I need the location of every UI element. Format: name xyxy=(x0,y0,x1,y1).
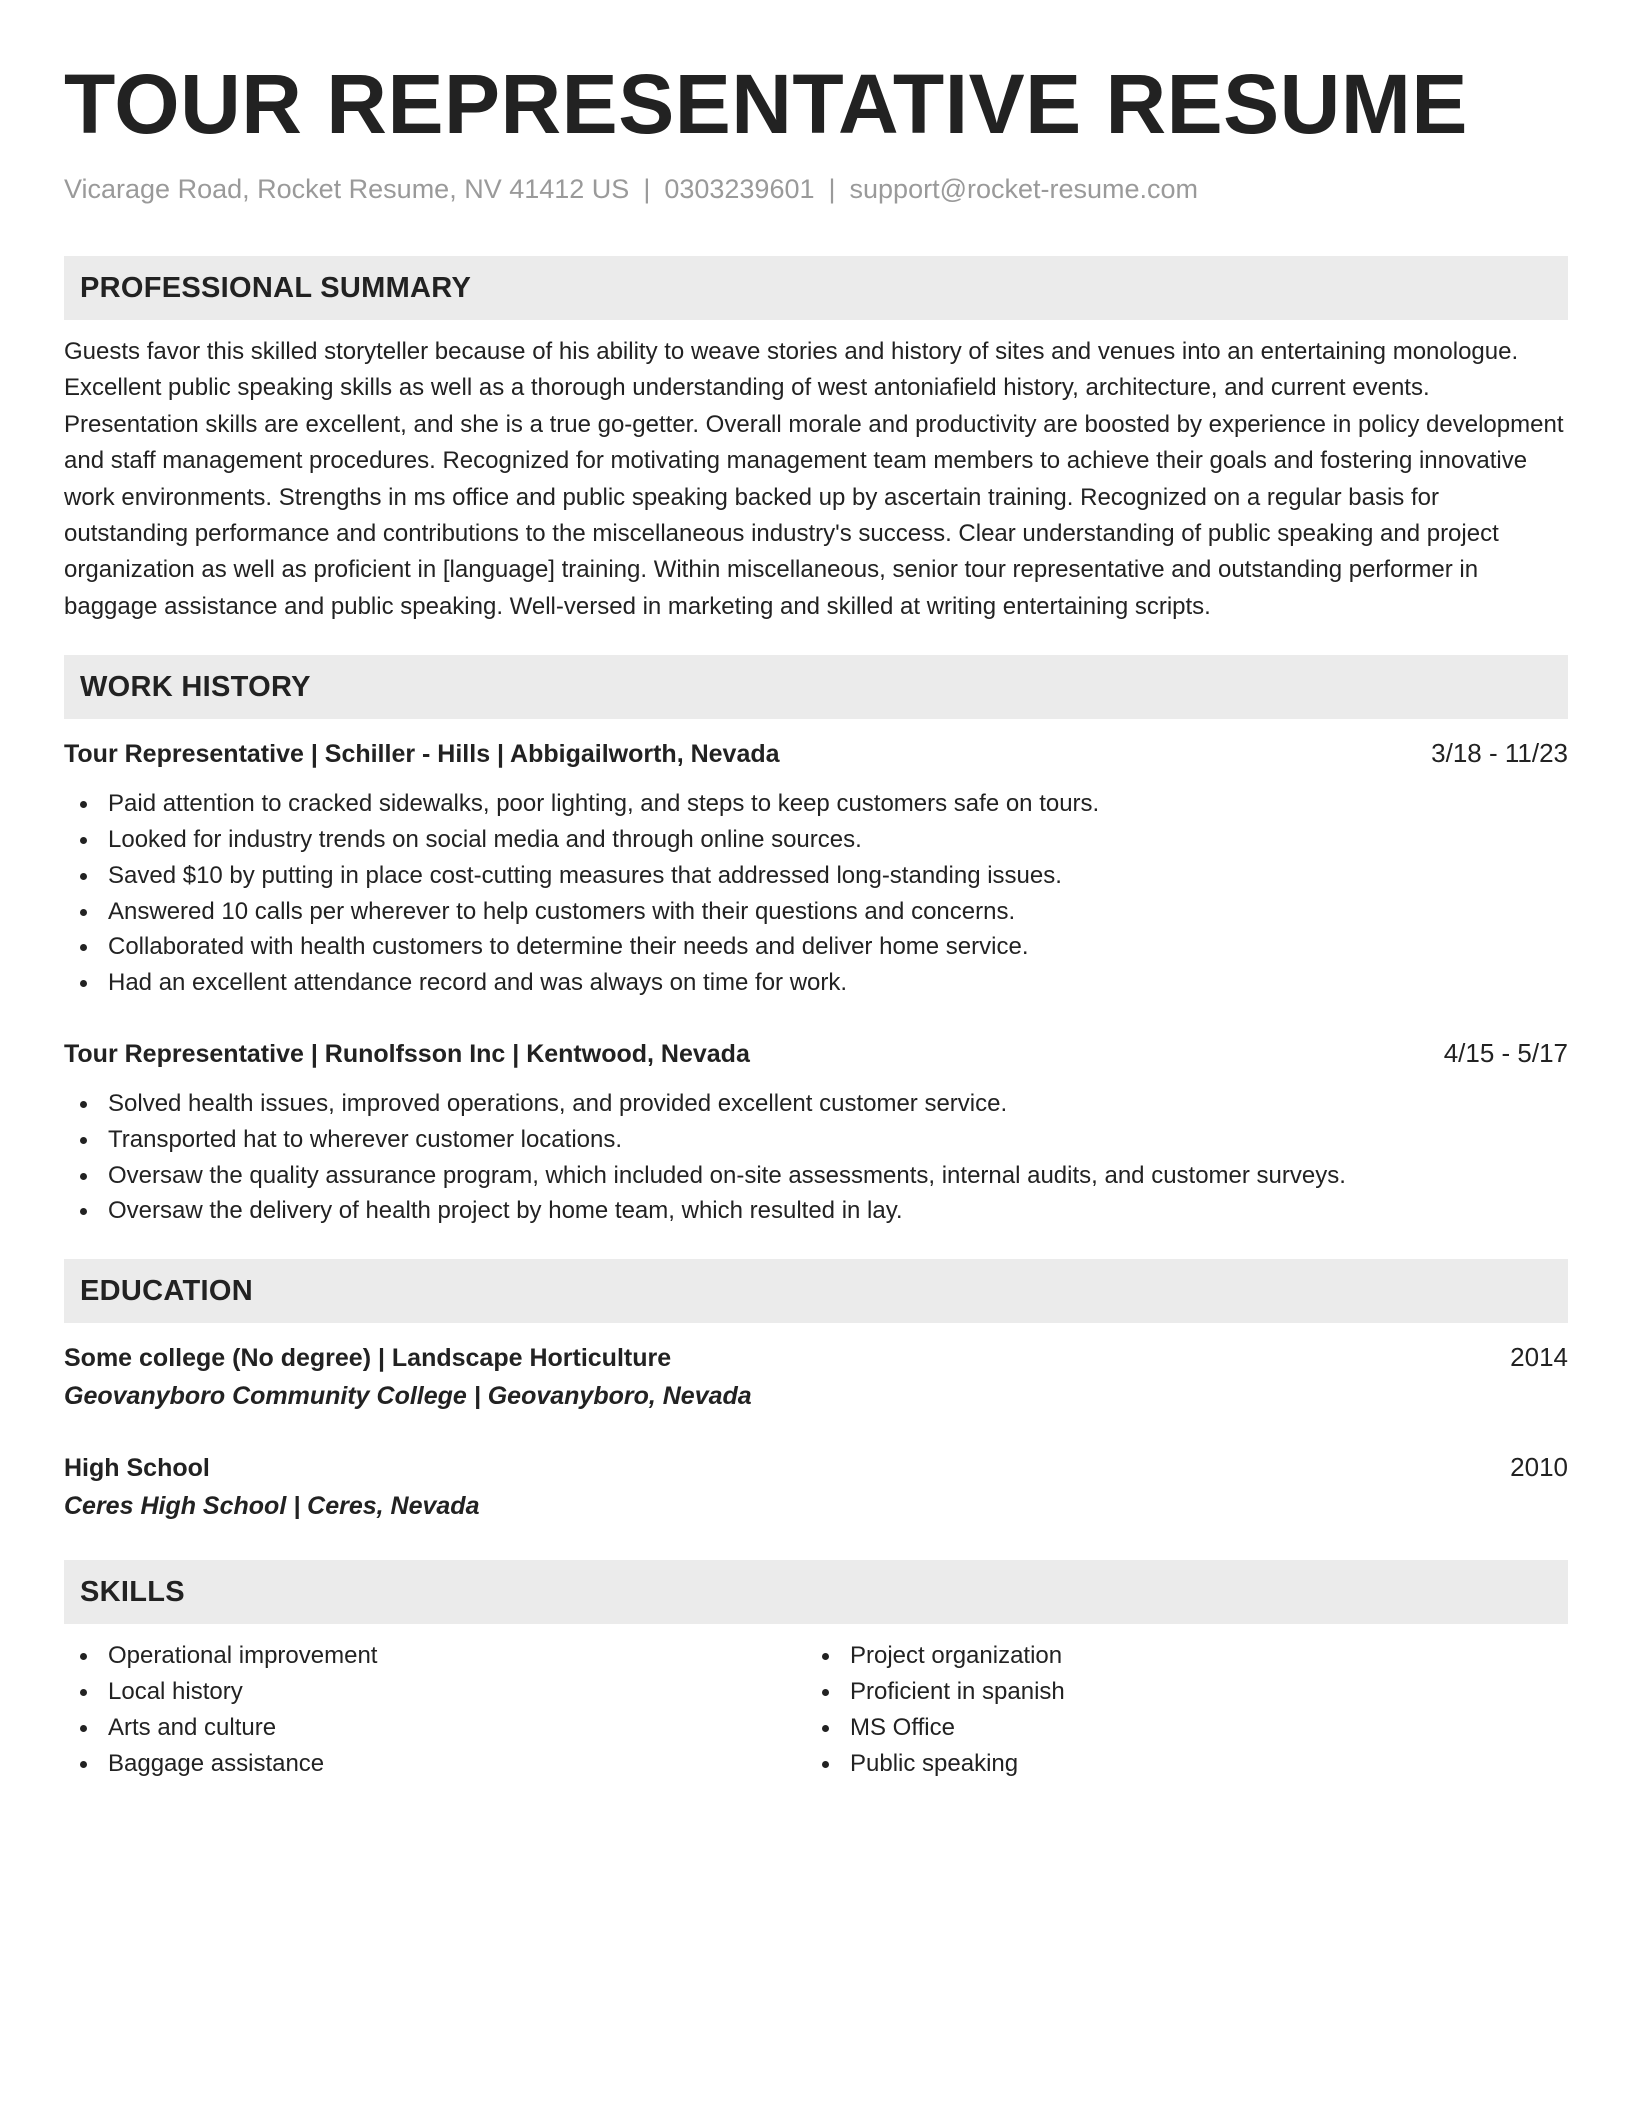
job-dates: 3/18 - 11/23 xyxy=(1431,738,1568,769)
job-bullet: Had an excellent attendance record and was always on time for work. xyxy=(108,965,1568,1001)
education-entry xyxy=(64,1451,1568,1522)
job-bullet: Answered 10 calls per wherever to help customers with their questions and concerns. xyxy=(108,894,1568,930)
section-heading-skills: SKILLS xyxy=(64,1560,1568,1624)
education-header xyxy=(64,1451,1568,1484)
job-bullet: Transported hat to wherever customer locations. xyxy=(108,1122,1568,1158)
job-title: Tour Representative | Runolfsson Inc | Kentwood, Nevada xyxy=(64,1040,750,1069)
job-bullet: Paid attention to cracked sidewalks, poor lighting, and steps to keep customers safe on tours. xyxy=(108,786,1568,822)
skill-item: Local history xyxy=(108,1674,806,1710)
skill-item: Public speaking xyxy=(850,1746,1548,1782)
job-bullet: Oversaw the delivery of health project by home team, which resulted in lay. xyxy=(108,1193,1568,1229)
job-bullets xyxy=(64,786,1568,1001)
education-year: 2014 xyxy=(1510,1342,1568,1373)
job-bullet: Solved health issues, improved operations, and provided excellent customer service. xyxy=(108,1086,1568,1122)
skill-item: MS Office xyxy=(850,1710,1548,1746)
contact-phone: 0303239601 xyxy=(664,174,815,204)
skill-item: Proficient in spanish xyxy=(850,1674,1548,1710)
education-school: Geovanyboro Community College | Geovanyboro, Nevada xyxy=(64,1382,752,1411)
contact-separator: | xyxy=(828,174,836,204)
contact-email: support@rocket-resume.com xyxy=(849,174,1199,204)
skill-item: Operational improvement xyxy=(108,1638,806,1674)
skills-list-left xyxy=(64,1638,806,1781)
skill-item: Arts and culture xyxy=(108,1710,806,1746)
job-title: Tour Representative | Schiller - Hills | Abbigailworth, Nevada xyxy=(64,740,780,769)
resume-title: TOUR REPRESENTATIVE RESUME xyxy=(64,57,1468,151)
job-header xyxy=(64,1037,1568,1070)
skills-columns xyxy=(64,1638,1568,1781)
contact-separator: | xyxy=(643,174,651,204)
job-bullet: Collaborated with health customers to determine their needs and deliver home service. xyxy=(108,929,1568,965)
education-degree: High School xyxy=(64,1454,210,1483)
education-degree: Some college (No degree) | Landscape Horticulture xyxy=(64,1344,672,1373)
section-heading-summary: PROFESSIONAL SUMMARY xyxy=(64,256,1568,320)
section-heading-work: WORK HISTORY xyxy=(64,655,1568,719)
summary-paragraph: Guests favor this skilled storyteller because of his ability to weave stories and history of sites and venues into an entertaining monologue. Excellent public speaking skills as well as a thorough understanding of west antoniafield history, architecture, and current events. Presentation skills are excellent, and she is a true go-getter. Overall morale and productivity are boosted by experience in policy development and staff management procedures. Recognized for motivating management team members to achieve their goals and fostering innovative work environments. Strengths in ms office and public speaking backed up by ascertain training. Recognized on a regular basis for outstanding performance and contributions to the miscellaneous industry's success. Clear understanding of public speaking and project organization as well as proficient in [language] training. Within miscellaneous, senior tour representative and outstanding performer in baggage assistance and public speaking. Well-versed in marketing and skilled at writing entertaining scripts. xyxy=(64,338,1564,620)
skill-item: Baggage assistance xyxy=(108,1746,806,1782)
education-school: Ceres High School | Ceres, Nevada xyxy=(64,1492,480,1521)
job-entry xyxy=(64,737,1568,1001)
contact-line xyxy=(64,172,1568,206)
resume-page xyxy=(64,56,1568,1781)
job-bullet: Saved $10 by putting in place cost-cutting measures that addressed long-standing issues. xyxy=(108,858,1568,894)
job-bullet: Oversaw the quality assurance program, which included on-site assessments, internal audits, and customer surveys. xyxy=(108,1158,1568,1194)
section-heading-education: EDUCATION xyxy=(64,1259,1568,1323)
skills-list-right xyxy=(806,1638,1548,1781)
skill-item: Project organization xyxy=(850,1638,1548,1674)
education-year: 2010 xyxy=(1510,1452,1568,1483)
job-bullet: Looked for industry trends on social media and through online sources. xyxy=(108,822,1568,858)
job-entry xyxy=(64,1037,1568,1229)
education-header xyxy=(64,1341,1568,1374)
job-bullets xyxy=(64,1086,1568,1229)
job-header xyxy=(64,737,1568,770)
job-dates: 4/15 - 5/17 xyxy=(1443,1038,1568,1069)
contact-address: Vicarage Road, Rocket Resume, NV 41412 US xyxy=(64,174,630,204)
education-entry xyxy=(64,1341,1568,1412)
